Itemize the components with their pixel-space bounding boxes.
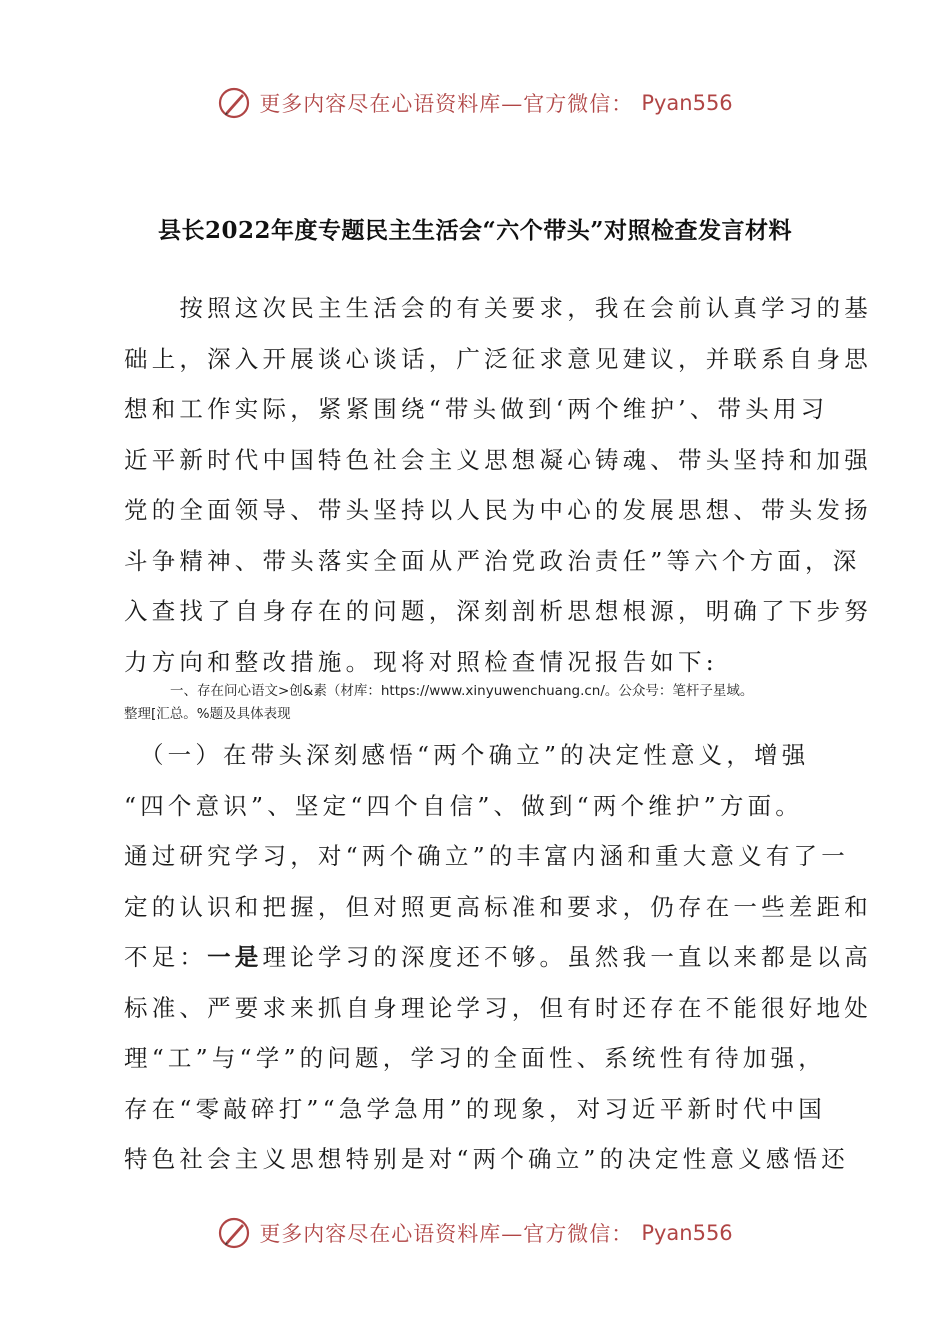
- header-watermark: [0, 86, 950, 120]
- text-line: 近平新时代中国特色社会主义思想凝心铸魂、带头坚持和加强: [124, 445, 872, 474]
- text-fragment: 理论学习的深度还不够。虽然我一直以来都是以高: [262, 943, 872, 971]
- text-line: 特色社会主义思想特别是对“两个确立”的决定性意义感悟还: [124, 1145, 849, 1173]
- watermark-text: 更多内容尽在心语资料库—官方微信：: [259, 1222, 634, 1246]
- text-line: 想和工作实际，紧紧围绕“带头做到‘两个维护’、带头用习: [124, 395, 829, 423]
- section-heading-note: [124, 680, 844, 726]
- watermark-text: 更多内容尽在心语资料库—官方微信：: [259, 92, 634, 116]
- emphasis-first: 一是: [207, 943, 263, 971]
- pen-logo-icon: [217, 86, 251, 120]
- text-line: 理“工”与“学”的问题，学习的全面性、系统性有待加强，: [124, 1044, 826, 1072]
- watermark-wechat-id: Pyan556: [641, 91, 733, 115]
- document-title: 县长2022年度专题民主生活会“六个带头”对照检查发言材料: [158, 217, 792, 244]
- text-line: 入查找了自身存在的问题，深刻剖析思想根源，明确了下步努: [124, 597, 872, 625]
- text-line: 存在“零敲碎打”“急学急用”的现象，对习近平新时代中国: [124, 1094, 826, 1123]
- footer-watermark: [0, 1216, 950, 1250]
- intro-paragraph: [124, 283, 872, 687]
- text-line: 定的认识和把握，但对照更高标准和要求，仍存在一些差距和: [124, 892, 872, 921]
- text-line: （一）在带头深刻感悟“两个确立”的决定性意义，增强: [124, 741, 810, 769]
- text-line: 斗争精神、带头落实全面从严治党政治责任”等六个方面，深: [124, 546, 861, 575]
- text-line: “四个意识”、坚定“四个自信”、做到“两个维护”方面。: [124, 791, 803, 820]
- text-line: 通过研究学习，对“两个确立”的丰富内涵和重大意义有了一: [124, 842, 849, 870]
- note-line: 一、存在问心语文>创&素（材库：https://www.xinyuwenchuang.cn/。公众号：笔杆子星域。: [170, 683, 754, 699]
- text-line: 力方向和整改措施。现将对照检查情况报告如下:: [124, 647, 718, 676]
- text-line: 础上，深入开展谈心谈话，广泛征求意见建议，并联系自身思: [124, 344, 872, 373]
- section-one-paragraph: [124, 730, 872, 1185]
- pen-logo-icon: [217, 1216, 251, 1250]
- text-line: 按照这次民主生活会的有关要求，我在会前认真学习的基: [124, 294, 872, 322]
- watermark-wechat-id: Pyan556: [641, 1221, 733, 1245]
- text-line: [124, 932, 872, 983]
- note-line: 整理[汇总。%题及具体表现: [124, 706, 291, 722]
- text-fragment: 不足：: [124, 943, 208, 971]
- text-line: 党的全面领导、带头坚持以人民为中心的发展思想、带头发扬: [124, 496, 872, 524]
- text-line: 标准、严要求来抓自身理论学习，但有时还存在不能很好地处: [124, 993, 872, 1022]
